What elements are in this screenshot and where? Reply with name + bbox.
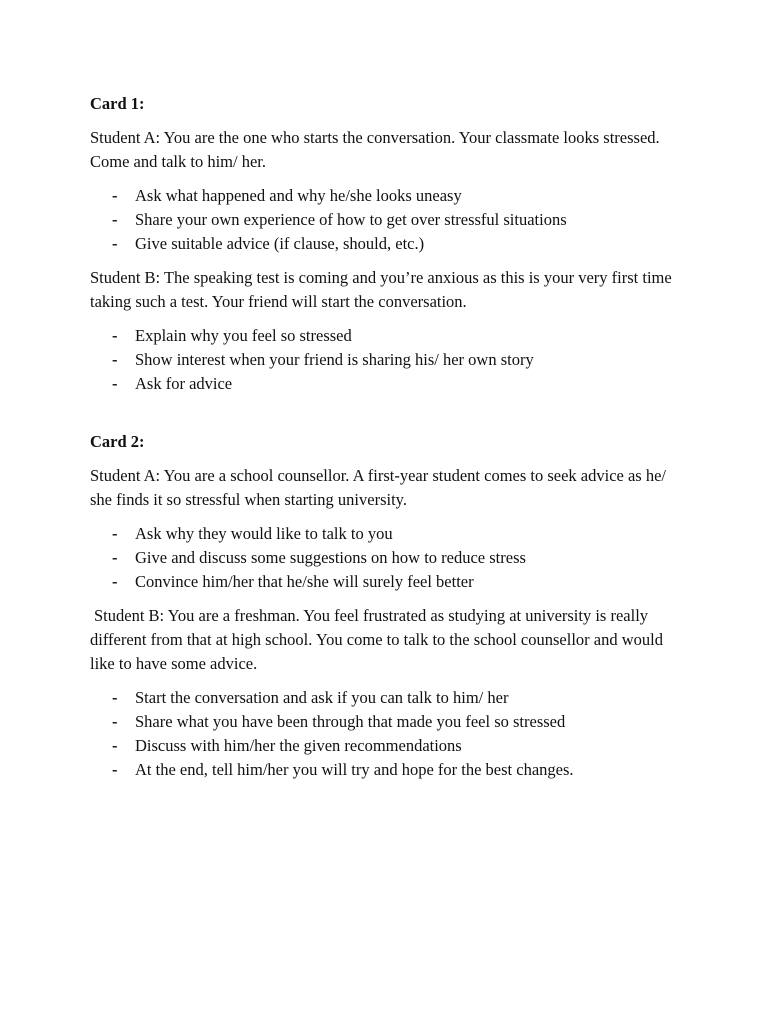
document-page [90, 92, 690, 792]
bullet-dash: - [112, 736, 118, 755]
list-item: - Show interest when your friend is sharing his/ her own story [90, 348, 690, 372]
card-2-student-b-list [90, 686, 690, 782]
card-1 [90, 92, 690, 396]
bullet-dash: - [112, 712, 118, 731]
card-2-student-a-prompt: Student A: You are a school counsellor. A first-year student comes to seek advice as he/ she finds it so stressful when starting university. [90, 466, 667, 509]
bullet-dash: - [112, 760, 118, 779]
bullet-dash: - [112, 350, 118, 369]
list-item: - Convince him/her that he/she will surely feel better [90, 570, 690, 594]
bullet-dash: - [112, 688, 118, 707]
bullet-dash: - [112, 524, 118, 543]
card-1-student-b-prompt: Student B: The speaking test is coming and you’re anxious as this is your very first time taking such a test. Your friend will start the conversation. [90, 268, 672, 311]
list-item: - Share your own experience of how to get over stressful situations [90, 208, 690, 232]
card-1-student-a-prompt: Student A: You are the one who starts the conversation. Your classmate looks stressed. Come and talk to him/ her. [90, 128, 660, 171]
list-item: - Ask why they would like to talk to you [90, 522, 690, 546]
list-item: - Give suitable advice (if clause, should, etc.) [90, 232, 690, 256]
card-2 [90, 430, 690, 782]
card-1-student-a-list [90, 184, 690, 256]
list-item: - Share what you have been through that made you feel so stressed [90, 710, 690, 734]
list-item: - Start the conversation and ask if you can talk to him/ her [90, 686, 690, 710]
card-2-student-a-list [90, 522, 690, 594]
list-item: - Explain why you feel so stressed [90, 324, 690, 348]
list-item: - Discuss with him/her the given recommendations [90, 734, 690, 758]
bullet-dash: - [112, 326, 118, 345]
card-2-title: Card 2: [90, 432, 145, 451]
card-1-title: Card 1: [90, 94, 145, 113]
bullet-dash: - [112, 374, 118, 393]
bullet-dash: - [112, 572, 118, 591]
card-2-student-b-prompt: Student B: You are a freshman. You feel frustrated as studying at university is really different from that at high school. You come to talk to the school counsellor and would like to have some advice. [90, 606, 663, 673]
bullet-dash: - [112, 186, 118, 205]
bullet-dash: - [112, 234, 118, 253]
list-item: - Give and discuss some suggestions on how to reduce stress [90, 546, 690, 570]
list-item: - At the end, tell him/her you will try and hope for the best changes. [90, 758, 690, 782]
bullet-dash: - [112, 548, 118, 567]
list-item: - Ask what happened and why he/she looks uneasy [90, 184, 690, 208]
card-1-student-b-list [90, 324, 690, 396]
bullet-dash: - [112, 210, 118, 229]
list-item: - Ask for advice [90, 372, 690, 396]
section-spacer [90, 406, 690, 430]
